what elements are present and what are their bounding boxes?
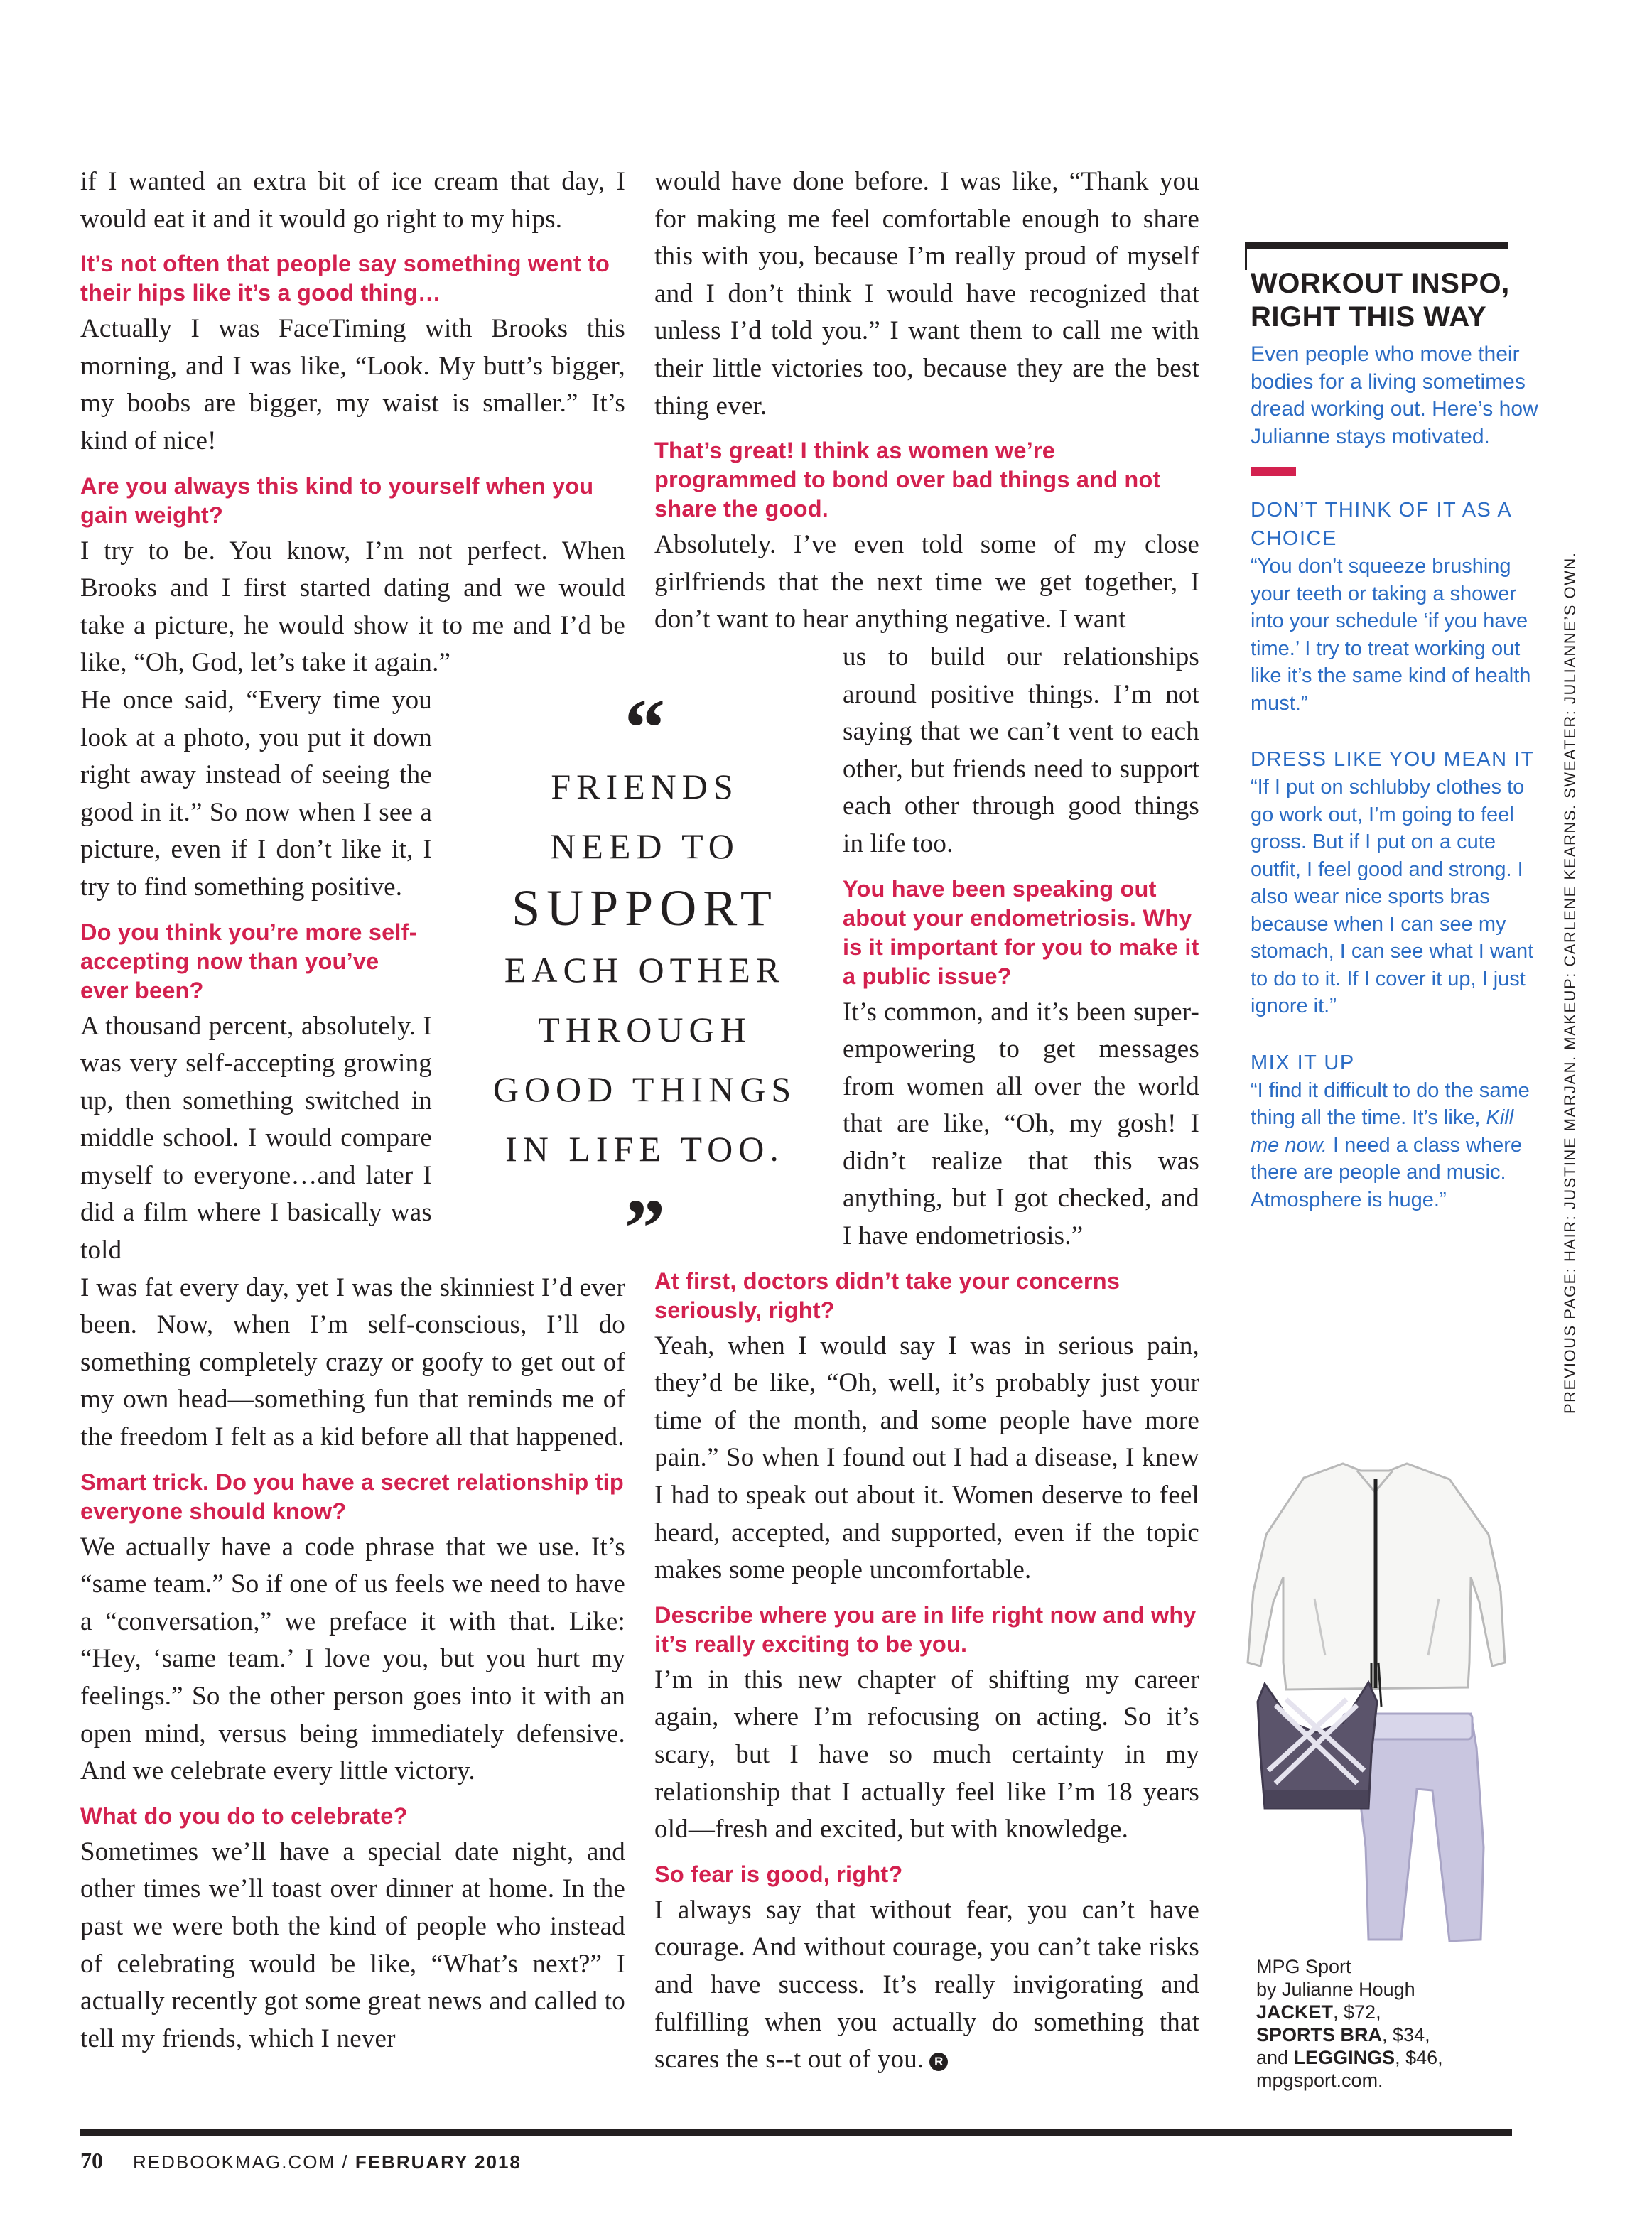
pull-quote-line: FRIENDS bbox=[551, 767, 739, 806]
body-paragraph: A thousand percent, absolutely. I was very self-accepting growing up, then something switched in middle school. I would compare myself to everyone…and later I did a film where I basically was told bbox=[80, 1011, 432, 1265]
close-quote-mark: ” bbox=[624, 1183, 666, 1273]
pull-quote-line: EACH OTHER bbox=[504, 950, 786, 990]
interview-question: Smart trick. Do you have a secret relationship tip everyone should know? bbox=[80, 1469, 624, 1524]
body-paragraph: if I wanted an extra bit of ice cream that day, I would eat it and it would go right to my hips. bbox=[80, 167, 625, 234]
caption-byline: by Julianne Hough bbox=[1256, 1979, 1415, 2000]
sports-bra-illustration bbox=[1258, 1682, 1377, 1808]
page-number: 70 bbox=[80, 2148, 103, 2173]
body-paragraph: It’s common, and it’s been super-empowering to get messages from women all over the world that are like, “Oh, my gosh! I didn’t realize that this was anything, but I got checked, and I have endometriosis.” bbox=[843, 997, 1199, 1251]
footer-site: REDBOOKMAG.COM bbox=[133, 2151, 336, 2173]
item-price: , $72, bbox=[1333, 2001, 1381, 2023]
sidebar-accent-dash bbox=[1251, 467, 1296, 476]
tip-heading: DON’T THINK OF IT AS A CHOICE bbox=[1251, 499, 1511, 550]
pull-quote-line: THROUGH bbox=[538, 1010, 752, 1049]
caption-item bbox=[1256, 2046, 1512, 2069]
sidebar-title: WORKOUT INSPO, RIGHT THIS WAY bbox=[1251, 268, 1510, 333]
item-name: JACKET bbox=[1256, 2001, 1334, 2023]
caption-item bbox=[1256, 2023, 1512, 2046]
pull-quote-line: GOOD THINGS bbox=[492, 1069, 797, 1109]
interview-question: That’s great! I think as women we’re programmed to bond over bad things and not share the good. bbox=[654, 438, 1161, 522]
page-footer bbox=[80, 2148, 522, 2174]
footer-rule bbox=[80, 2129, 1512, 2136]
body-paragraph: would have done before. I was like, “Thank you for making me feel comfortable enough to share this with you, because I’m really proud of myself and I don’t think I would have recognized that unless I’d told you.” I want them to call me with their little victories too, because they are the best thing ever. bbox=[654, 167, 1199, 421]
interview-question: Are you always this kind to yourself when you gain weight? bbox=[80, 472, 594, 528]
tip-heading: DRESS LIKE YOU MEAN IT bbox=[1251, 748, 1535, 771]
tip-body: “You don’t squeeze brushing your teeth or taking a shower into your schedule ‘if you have time.’ I try to treat working out like it’s the same kind of health must.” bbox=[1251, 555, 1531, 715]
product-caption bbox=[1256, 1955, 1512, 2092]
pull-quote-line-emphasis: SUPPORT bbox=[512, 880, 778, 936]
body-paragraph: I’m in this new chapter of shifting my career again, where I’m refocusing on acting. So it’s scary, but I have so much certainty in my relationship that I actually feel like I’m 18 years old—fresh and excited, but with knowledge. bbox=[654, 1665, 1199, 1844]
body-paragraph: I try to be. You know, I’m not perfect. When Brooks and I first started dating and we would take a picture, he would show it to me and I’d be like, “Oh, God, let’s take it again.” bbox=[80, 536, 625, 678]
pull-quote bbox=[455, 683, 835, 1273]
interview-question: At first, doctors didn’t take your concerns seriously, right? bbox=[654, 1267, 1121, 1323]
interview-question: So fear is good, right? bbox=[654, 1861, 903, 1887]
sidebar-intro: Even people who move their bodies for a living sometimes dread working out. Here’s how Julianne stays motivated. bbox=[1251, 342, 1538, 448]
tip-body-text: I need a class where there are people and music. Atmosphere is huge.” bbox=[1251, 1133, 1523, 1211]
tip-body-text: “I find it difficult to do the same thing all the time. It’s like, bbox=[1251, 1079, 1530, 1129]
item-name: LEGGINGS bbox=[1293, 2047, 1395, 2068]
item-price: , $46, bbox=[1395, 2047, 1443, 2068]
body-text: I always say that without fear, you can’t have courage. And without courage, you can’t take risks and have success. It’s really invigorating and fulfilling when you actually do something that scares the s--t out of you. bbox=[654, 1895, 1199, 2075]
tip-body bbox=[1251, 1077, 1538, 1214]
tip-body-emphasis: Kill me now. bbox=[1251, 1106, 1514, 1157]
body-paragraph bbox=[654, 1892, 1199, 2079]
product-photo bbox=[1236, 1449, 1521, 1947]
body-paragraph: I was fat every day, yet I was the skinniest I’d ever been. Now, when I’m self-conscious, I’ll do something completely crazy or goofy to get out of my own head—something fun that reminds me of the freedom I felt as a kid before all that happened. bbox=[80, 1272, 625, 1452]
tip-heading: MIX IT UP bbox=[1251, 1051, 1355, 1074]
workout-sidebar bbox=[1251, 242, 1538, 1242]
interview-question: Describe where you are in life right now and why it’s really exciting to be you. bbox=[654, 1601, 1197, 1657]
pull-quote-line: IN LIFE TOO. bbox=[505, 1129, 784, 1169]
pull-quote-line: NEED TO bbox=[550, 826, 740, 866]
body-paragraph: Absolutely. I’ve even told some of my close girlfriends that the next time we get together, I don’t want to hear anything negative. I want bbox=[654, 530, 1199, 634]
item-name: SPORTS BRA bbox=[1256, 2024, 1383, 2045]
end-mark-icon: R bbox=[929, 2053, 948, 2071]
caption-website: mpgsport.com. bbox=[1256, 2070, 1383, 2091]
caption-text: and bbox=[1256, 2047, 1294, 2068]
item-price: , $34, bbox=[1382, 2024, 1430, 2045]
open-quote-mark: “ bbox=[624, 683, 666, 773]
footer-separator: / bbox=[335, 2151, 355, 2173]
caption-item bbox=[1256, 2001, 1512, 2023]
interview-question: What do you do to celebrate? bbox=[80, 1802, 408, 1829]
body-paragraph: Actually I was FaceTiming with Brooks this morning, and I was like, “Look. My butt’s bigger, my boobs are bigger, my waist is smaller.” It’s kind of nice! bbox=[80, 314, 625, 455]
body-paragraph: Sometimes we’ll have a special date night, and other times we’ll toast over dinner at home. In the past we were both the kind of people who instead of celebrating would be like, “What’s next?” I actually recently got some great news and called to tell my friends, which I never bbox=[80, 1837, 625, 2053]
interview-question: Do you think you’re more self-accepting now than you’ve ever been? bbox=[80, 919, 417, 1003]
sidebar-corner-rule bbox=[1245, 242, 1247, 270]
body-paragraph: He once said, “Every time you look at a photo, you put it down right away instead of seeing the good in it.” So now when I see a picture, even if I don’t like it, I try to find something positive. bbox=[80, 685, 432, 902]
caption-brand: MPG Sport bbox=[1256, 1956, 1351, 1977]
body-paragraph: us to build our relationships around positive things. I’m not saying that we can’t vent to each other, but friends need to support each other through good things in life too. bbox=[843, 642, 1199, 858]
interview-question: You have been speaking out about your endometriosis. Why is it important for you to make it a public issue? bbox=[843, 875, 1199, 989]
photo-credit: PREVIOUS PAGE: HAIR: JUSTINE MARJAN. MAKEUP: CARLENE KEARNS. SWEATER: JULIANNE’S OWN. bbox=[1561, 551, 1579, 1414]
interview-question: It’s not often that people say something went to their hips like it’s a good thing… bbox=[80, 251, 610, 306]
footer-issue: FEBRUARY 2018 bbox=[355, 2151, 522, 2173]
sidebar-top-rule bbox=[1245, 242, 1508, 249]
body-paragraph: Yeah, when I would say I was in serious pain, they’d be like, “Oh, well, it’s probably just your time of the month, and some people have more pain.” So when I found out I had a disease, I knew I had to speak out about it. Women deserve to feel heard, accepted, and supported, even if the topic makes some people uncomfortable. bbox=[654, 1331, 1199, 1585]
jacket-illustration bbox=[1248, 1464, 1505, 1707]
body-paragraph: We actually have a code phrase that we use. It’s “same team.” So if one of us feels we need to have a “conversation,” we preface it with that. Like: “Hey, ‘same team.’ I love you, but you hurt my feelings.” So the other person goes into it with an open mind, versus being immediately defensive. And we celebrate every little victory. bbox=[80, 1532, 625, 1786]
tip-body: “If I put on schlubby clothes to go work out, I’m going to feel gross. But if I put on a cute outfit, I feel good and strong. I also wear nice sports bras because when I can see my stomach, I can see what I want to do to it. If I cover it up, I just ignore it.” bbox=[1251, 776, 1534, 1017]
